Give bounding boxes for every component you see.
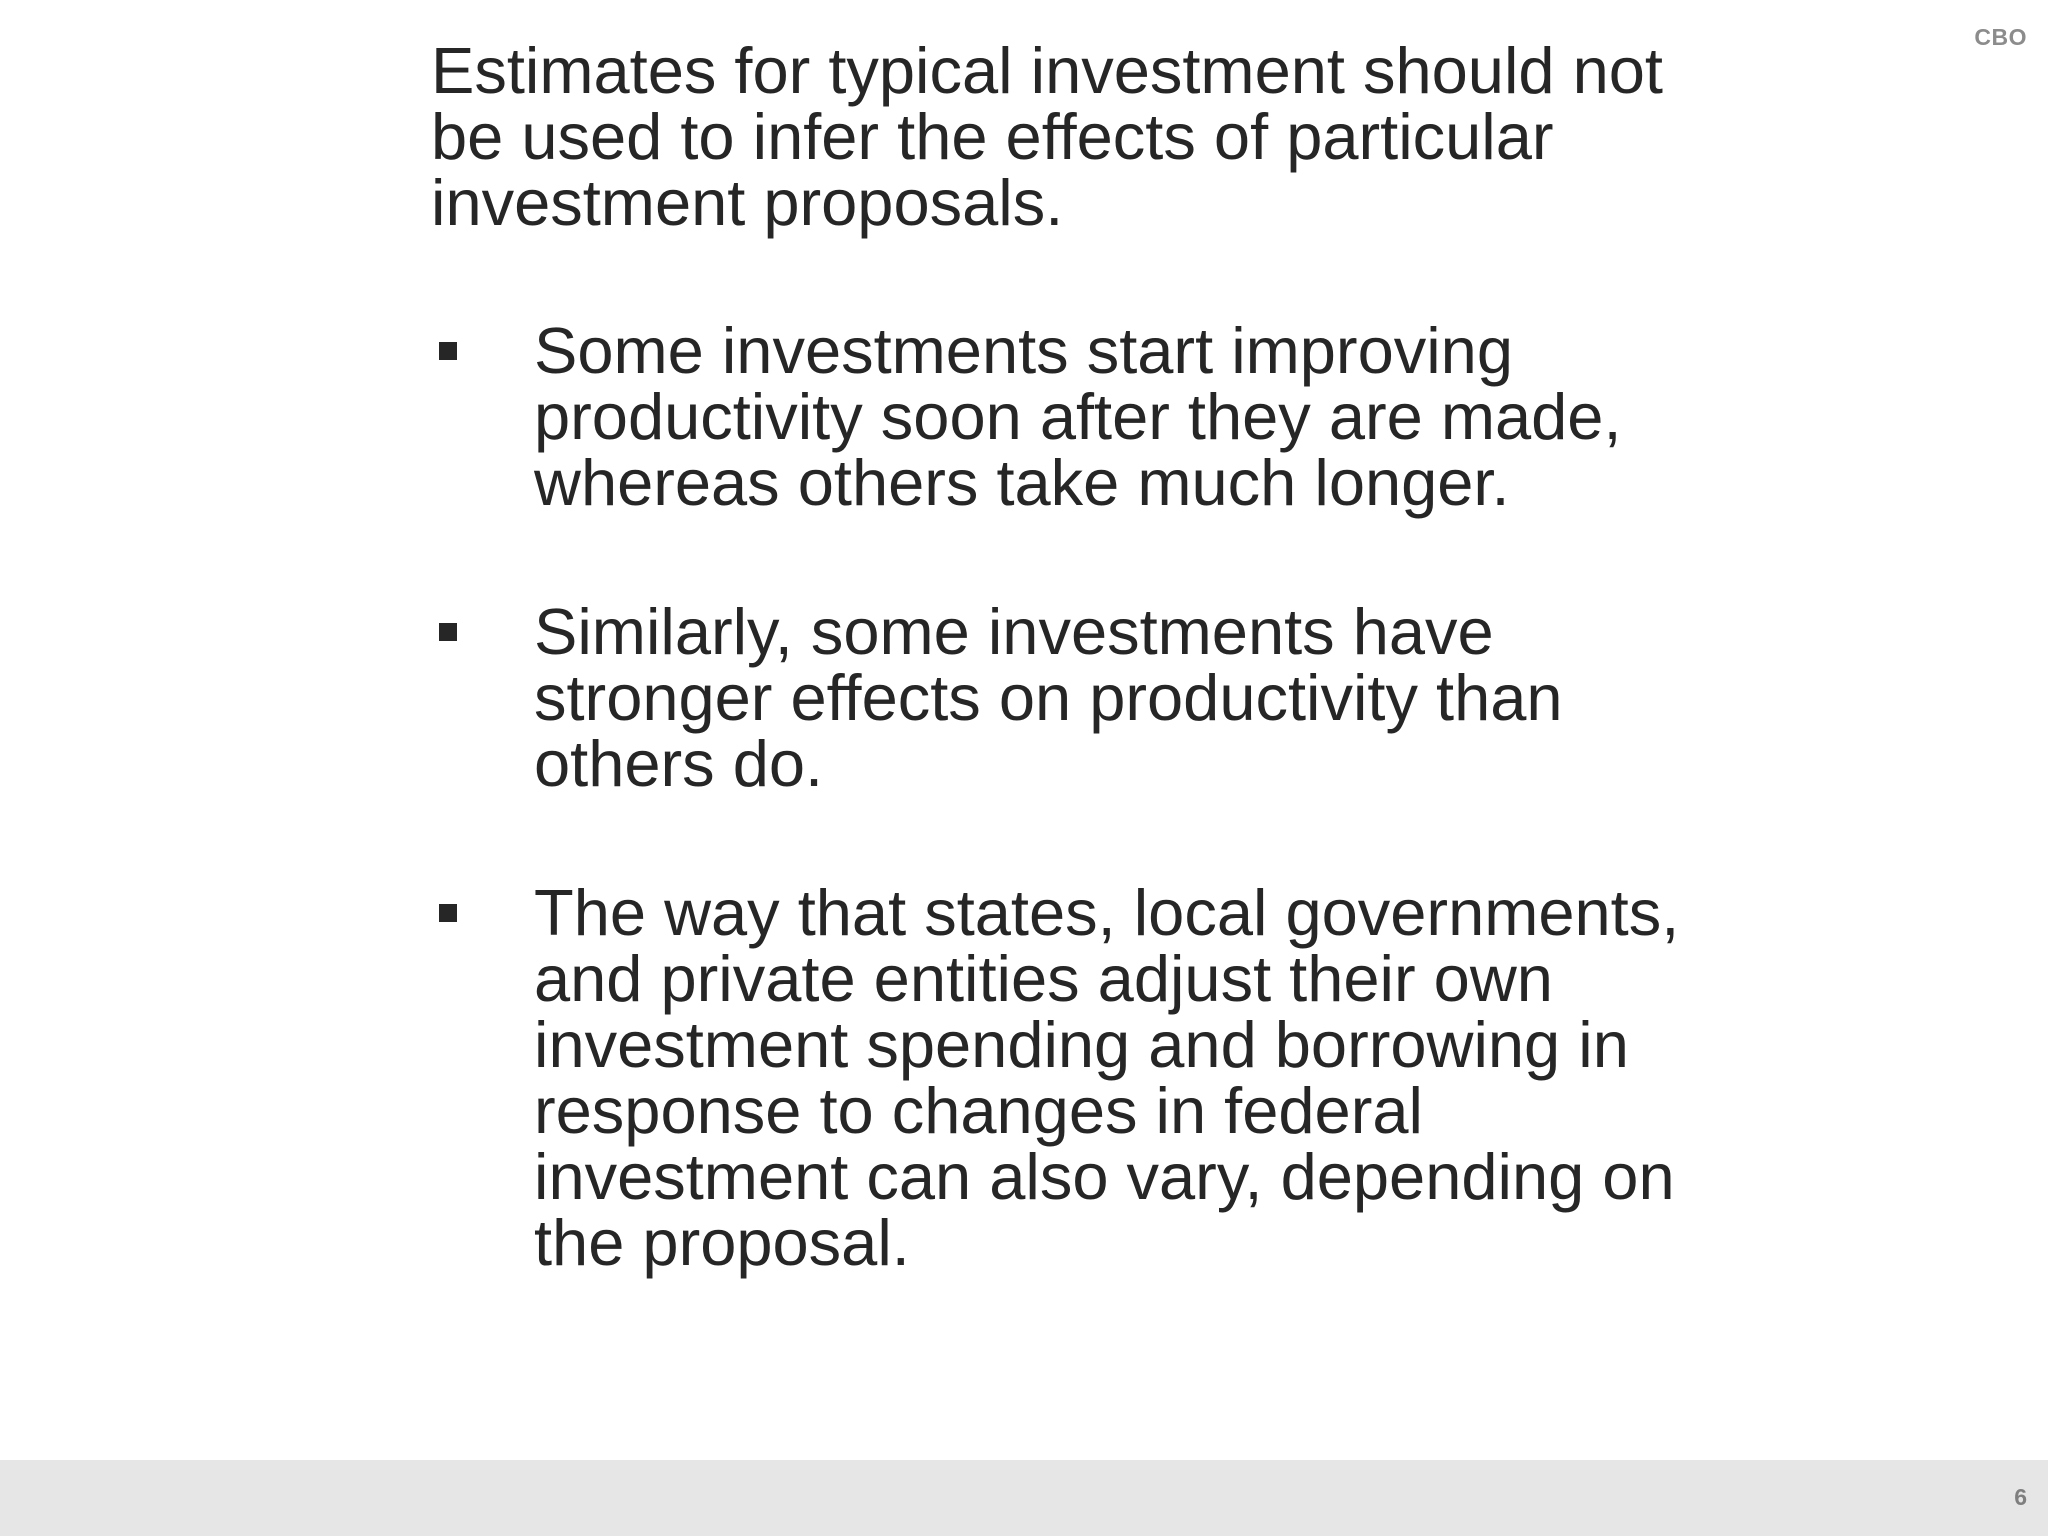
square-bullet-icon	[439, 904, 457, 922]
bullet-list	[431, 314, 1681, 1279]
bullet-text: The way that states, local governments, and private entities adjust their own investment spending and borrowing in response to changes in federal investment can also vary, depending on the proposal.	[534, 876, 1680, 1279]
bullet-item	[431, 314, 1681, 519]
footer-bar	[0, 1460, 2048, 1536]
cbo-logo-text: CBO	[1974, 24, 2027, 50]
square-bullet-icon	[439, 623, 457, 641]
bullet-text: Similarly, some investments have stronger effects on productivity than others do.	[534, 595, 1563, 800]
square-bullet-icon	[439, 342, 457, 360]
page-number: 6	[2014, 1484, 2027, 1510]
slide-title: Estimates for typical investment should not be used to infer the effects of particular investment proposals.	[431, 34, 1663, 239]
bullet-item	[431, 595, 1681, 800]
bullet-item	[431, 876, 1681, 1279]
bullet-text: Some investments start improving productivity soon after they are made, whereas others take much longer.	[534, 314, 1622, 519]
